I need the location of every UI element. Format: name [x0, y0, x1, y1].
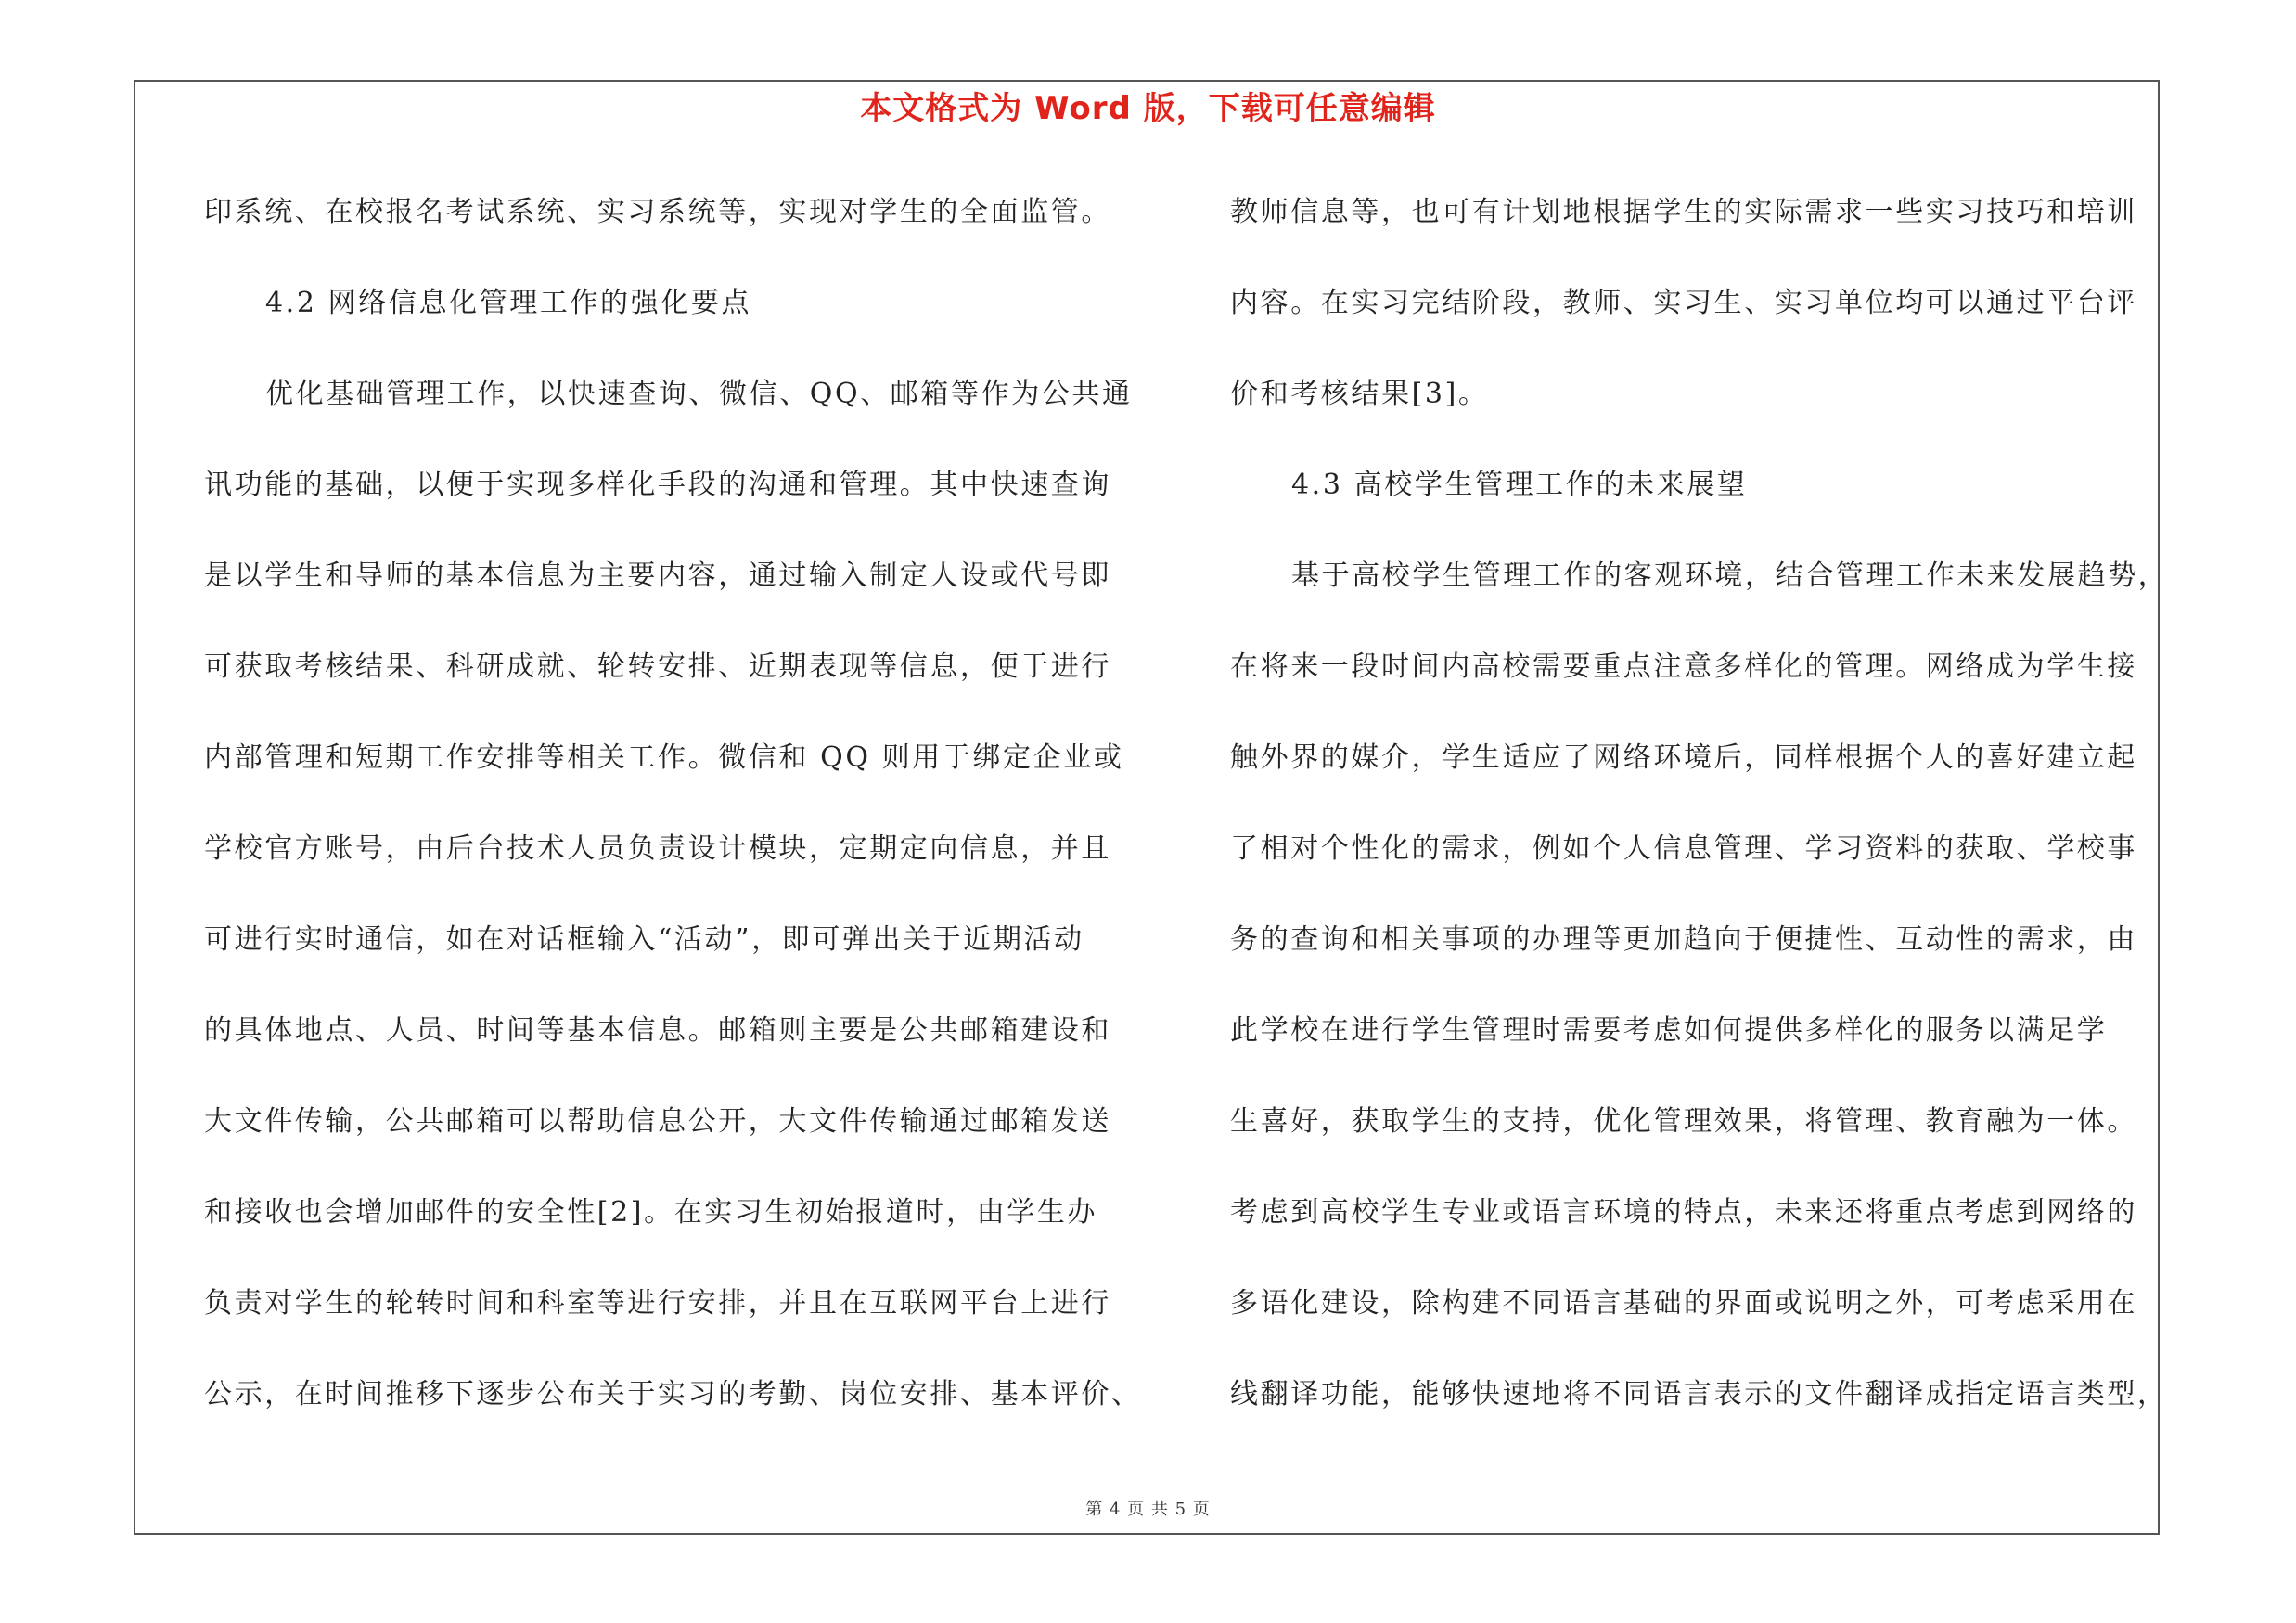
text-line: 公示，在时间推移下逐步公布关于实习的考勤、岗位安排、基本评价、: [204, 1378, 1142, 1410]
section-heading-4-2: 4.2 网络信息化管理工作的强化要点: [265, 287, 752, 319]
text-line: 内容。在实习完结阶段，教师、实习生、实习单位均可以通过平台评: [1230, 287, 2137, 319]
text-line: 可获取考核结果、科研成就、轮转安排、近期表现等信息，便于进行: [204, 650, 1111, 683]
text-line: 的具体地点、人员、时间等基本信息。邮箱则主要是公共邮箱建设和: [204, 1014, 1111, 1047]
text-line: 生喜好，获取学生的支持，优化管理效果，将管理、教育融为一体。: [1230, 1105, 2137, 1138]
text-line: 基于高校学生管理工作的客观环境，结合管理工作未来发展趋势，: [1291, 560, 2169, 592]
text-line: 大文件传输，公共邮箱可以帮助信息公开，大文件传输通过邮箱发送: [204, 1105, 1111, 1138]
text-line: 内部管理和短期工作安排等相关工作。微信和 QQ 则用于绑定企业或: [204, 741, 1124, 774]
text-line: 负责对学生的轮转时间和科室等进行安排，并且在互联网平台上进行: [204, 1287, 1111, 1320]
right-column: [1230, 184, 2167, 1457]
text-line: 触外界的媒介，学生适应了网络环境后，同样根据个人的喜好建立起: [1230, 741, 2137, 774]
left-column: [204, 184, 1142, 1457]
text-line: 在将来一段时间内高校需要重点注意多样化的管理。网络成为学生接: [1230, 650, 2137, 683]
text-line: 讯功能的基础，以便于实现多样化手段的沟通和管理。其中快速查询: [204, 469, 1111, 501]
section-heading-4-3: 4.3 高校学生管理工作的未来展望: [1291, 469, 1748, 501]
text-line: 价和考核结果[3]。: [1230, 378, 1489, 410]
text-line: 是以学生和导师的基本信息为主要内容，通过输入制定人设或代号即: [204, 560, 1111, 592]
text-line: 教师信息等，也可有计划地根据学生的实际需求一些实习技巧和培训: [1230, 196, 2137, 228]
text-line: 了相对个性化的需求，例如个人信息管理、学习资料的获取、学校事: [1230, 832, 2137, 865]
text-line: 可进行实时通信，如在对话框输入“活动”，即可弹出关于近期活动: [204, 923, 1084, 956]
text-line: 此学校在进行学生管理时需要考虑如何提供多样化的服务以满足学: [1230, 1014, 2108, 1047]
text-line: 优化基础管理工作，以快速查询、微信、QQ、邮箱等作为公共通: [265, 378, 1133, 410]
text-line: 考虑到高校学生专业或语言环境的特点，未来还将重点考虑到网络的: [1230, 1196, 2137, 1229]
text-line: 和接收也会增加邮件的安全性[2]。在实习生初始报道时，由学生办: [204, 1196, 1098, 1229]
text-line: 多语化建设，除构建不同语言基础的界面或说明之外，可考虑采用在: [1230, 1287, 2137, 1320]
text-line: 线翻译功能，能够快速地将不同语言表示的文件翻译成指定语言类型，: [1230, 1378, 2168, 1410]
text-line: 务的查询和相关事项的办理等更加趋向于便捷性、互动性的需求，由: [1230, 923, 2137, 956]
text-line: 学校官方账号，由后台技术人员负责设计模块，定期定向信息，并且: [204, 832, 1111, 865]
page-number-footer: 第 4 页 共 5 页: [1085, 1500, 1211, 1519]
page-banner: 本文格式为 Word 版，下载可任意编辑: [860, 90, 1436, 127]
text-line: 印系统、在校报名考试系统、实习系统等，实现对学生的全面监管。: [204, 196, 1111, 228]
